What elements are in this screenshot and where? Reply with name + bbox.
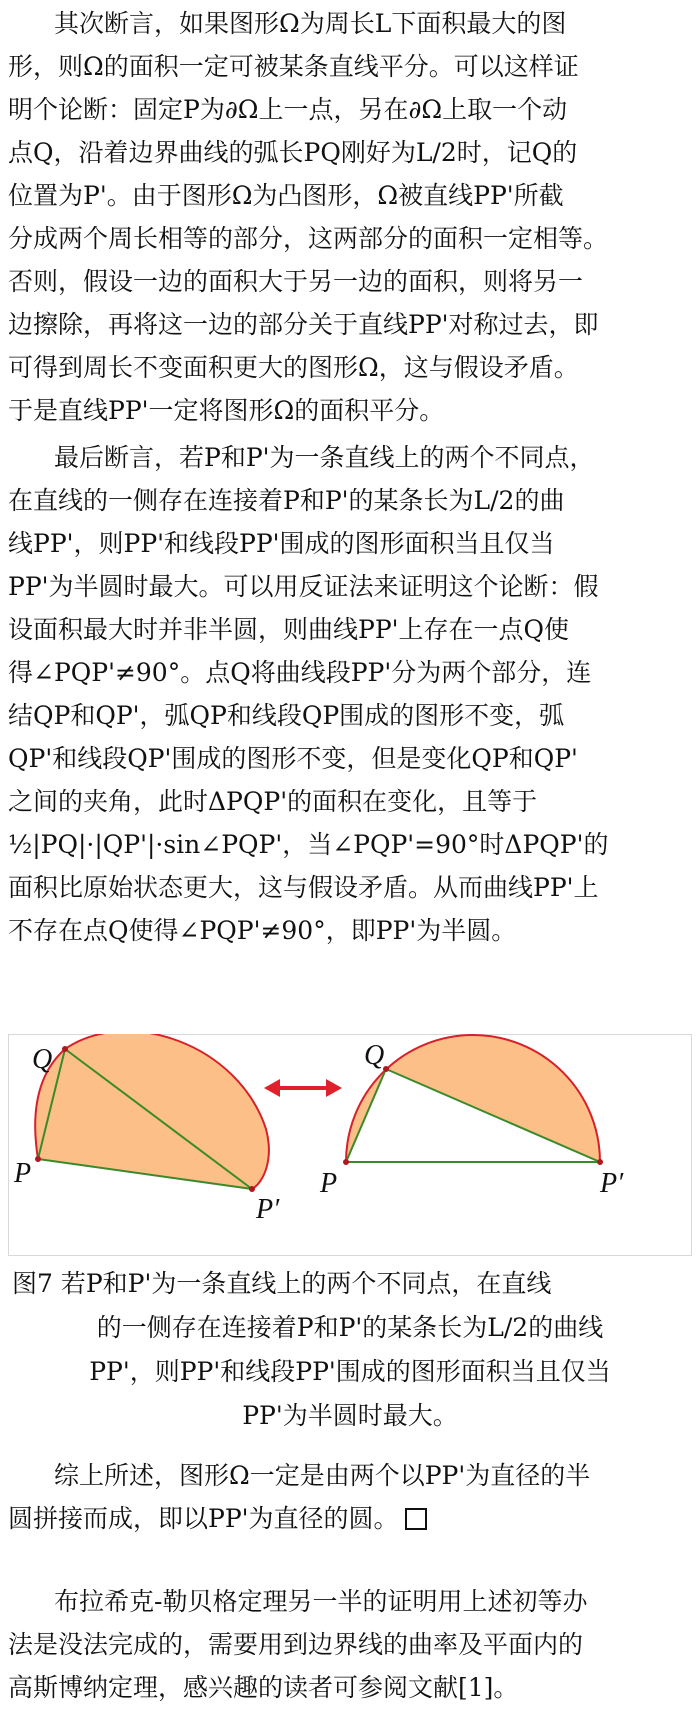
figure-7-caption — [8, 1262, 692, 1438]
left-label-q: Q — [32, 1044, 53, 1075]
text-line — [8, 1497, 692, 1540]
text-line: 综上所述，图形Ω一定是由两个以PP'为直径的半 — [54, 1461, 591, 1490]
caption-line: PP'为半圆时最大。 — [242, 1401, 458, 1430]
text-line: 线PP'，则PP'和线段PP'围成的图形面积当且仅当 — [8, 529, 555, 558]
text-line: 布拉希克-勒贝格定理另一半的证明用上述初等办 — [54, 1587, 588, 1616]
text-line: 位置为P'。由于图形Ω为凸图形，Ω被直线PP'所截 — [8, 181, 564, 210]
paragraph-bisect-claim — [8, 2, 692, 432]
text-line: 最后断言，若P和P'为一条直线上的两个不同点， — [54, 443, 595, 472]
right-label-pp: P′ — [600, 1168, 624, 1199]
right-point-p — [343, 1159, 349, 1165]
qed-box-icon — [405, 1508, 427, 1530]
text-line: 分成两个周长相等的部分，这两部分的面积一定相等。 — [8, 224, 609, 253]
text-line-content: 圆拼接而成，即以PP'为直径的圆。 — [8, 1504, 399, 1533]
text-line: 边擦除，再将这一边的部分关于直线PP'对称过去，即 — [8, 310, 599, 339]
text-line: 不存在点Q使得∠PQP'≠90°，即PP'为半圆。 — [8, 916, 517, 945]
paragraph-remark — [8, 1580, 692, 1709]
text-line: 其次断言，如果图形Ω为周长L下面积最大的图 — [54, 9, 567, 38]
right-label-p: P — [320, 1168, 338, 1199]
paragraph-semicircle-claim — [8, 436, 692, 952]
text-line: 在直线的一侧存在连接着P和P'的某条长为L/2的曲 — [8, 486, 565, 515]
text-line: 之间的夹角，此时ΔPQP'的面积在变化，且等于 — [8, 787, 538, 816]
caption-line: 图7 若P和P'为一条直线上的两个不同点，在直线 — [12, 1269, 552, 1298]
paragraph-conclusion — [8, 1454, 692, 1540]
left-point-q — [62, 1046, 68, 1052]
right-point-pp — [597, 1159, 603, 1165]
text-line: 点Q，沿着边界曲线的弧长PQ刚好为L/2时，记Q的 — [8, 138, 578, 167]
text-line: 于是直线PP'一定将图形Ω的面积平分。 — [8, 396, 445, 425]
text-line: 高斯博纳定理，感兴趣的读者可参阅文献[1]。 — [8, 1673, 519, 1702]
text-line: 面积比原始状态更大，这与假设矛盾。从而曲线PP'上 — [8, 873, 599, 902]
figure-7 — [8, 1034, 692, 1256]
double-arrow-icon — [264, 1079, 342, 1097]
text-line: 明个论断：固定P为∂Ω上一点，另在∂Ω上取一个动 — [8, 95, 568, 124]
text-line: PP'为半圆时最大。可以用反证法来证明这个论断：假 — [8, 572, 599, 601]
text-line: QP'和线段QP'围成的图形不变，但是变化QP和QP' — [8, 744, 578, 773]
text-line: 形，则Ω的面积一定可被某条直线平分。可以这样证 — [8, 52, 579, 81]
text-line: 设面积最大时并非半圆，则曲线PP'上存在一点Q使 — [8, 615, 570, 644]
text-line: 否则，假设一边的面积大于另一边的面积，则将另一 — [8, 267, 584, 296]
left-point-pp — [249, 1186, 255, 1192]
text-line: 可得到周长不变面积更大的图形Ω，这与假设矛盾。 — [8, 353, 579, 382]
left-label-p: P — [14, 1158, 32, 1189]
caption-line: 的一侧存在连接着P和P'的某条长为L/2的曲线 — [96, 1313, 604, 1342]
figure-7-diagram — [8, 1034, 692, 1256]
text-line: ½|PQ|·|QP'|·sin∠PQP'，当∠PQP'=90°时ΔPQP'的 — [8, 830, 609, 859]
left-point-p — [35, 1156, 41, 1162]
text-line: 法是没法完成的，需要用到边界线的曲率及平面内的 — [8, 1630, 584, 1659]
right-label-q: Q — [364, 1040, 385, 1071]
left-label-pp: P′ — [256, 1194, 280, 1225]
caption-line: PP'，则PP'和线段PP'围成的图形面积当且仅当 — [89, 1357, 611, 1386]
text-line: 结QP和QP'，弧QP和线段QP围成的图形不变，弧 — [8, 701, 565, 730]
text-line: 得∠PQP'≠90°。点Q将曲线段PP'分为两个部分，连 — [8, 658, 592, 687]
